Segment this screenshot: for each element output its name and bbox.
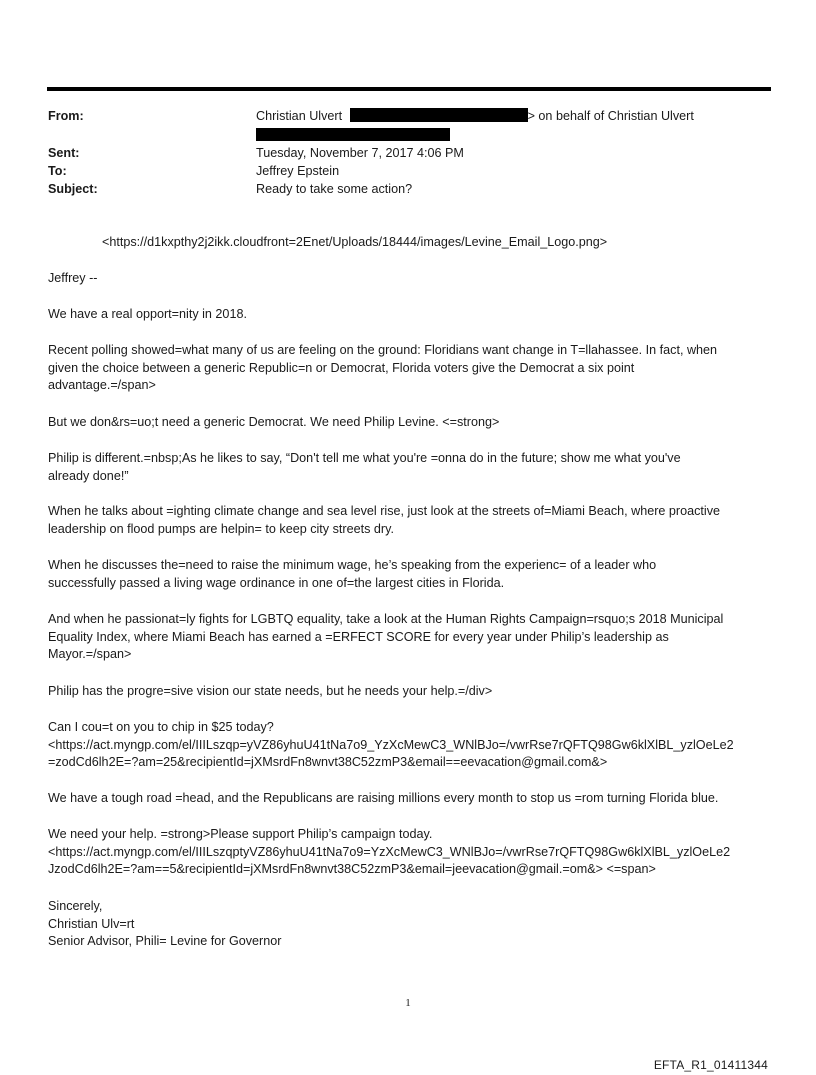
from-label: From:	[48, 109, 84, 123]
campaign-link-cont[interactable]: JzodCd6lh2E=?am==5&recipientId=jXMsrdFn8wnvt38C52zmP3&email=jeevacation@gmail.=om&> <=span>	[48, 862, 656, 876]
donate-link-25-cont[interactable]: =zodCd6lh2E=?am=25&recipientId=jXMsrdFn8wnvt38C52zmP3&email==eevacation@gmail.com&>	[48, 755, 608, 769]
text-line: Can I cou=t on you to chip in $25 today?	[48, 720, 274, 734]
from-suffix: > on behalf of Christian Ulvert	[527, 109, 694, 123]
subject-value: Ready to take some action?	[256, 182, 413, 196]
paragraph-8: Philip has the progre=sive vision our state needs, but he needs your help.=/div>	[48, 684, 493, 698]
logo-link-text: <https://d1kxpthy2j2ikk.cloudfront=2Enet/Uploads/18444/images/Levine_Email_Logo.png>	[102, 235, 608, 249]
text-line: Equality Index, where Miami Beach has earned a =ERFECT SCORE for every year under Philip’s leadership as	[48, 629, 669, 644]
paragraph-4	[48, 450, 772, 485]
page-number: 1	[405, 997, 411, 1009]
paragraph-7	[48, 611, 772, 664]
paragraph-11	[48, 826, 772, 879]
paragraph-6	[48, 557, 772, 592]
text-line: already done!”	[48, 468, 129, 483]
text-line: And when he passionat=ly fights for LGBTQ equality, take a look at the Human Rights Campaign=rsquo;s 2018 Municipal	[48, 612, 724, 626]
redaction-box	[350, 108, 528, 122]
text-line: When he discusses the=need to raise the minimum wage, he’s speaking from the experienc= of a leader who	[48, 558, 657, 572]
paragraph-5	[48, 503, 772, 538]
text-line: Mayor.=/span>	[48, 647, 132, 661]
redaction-box	[256, 128, 450, 141]
signoff-name: Christian Ulv=rt	[48, 916, 135, 931]
text-line: When he talks about =ighting climate change and sea level rise, just look at the streets of=Miami Beach, where proactive	[48, 504, 721, 518]
to-value: Jeffrey Epstein	[256, 164, 340, 178]
text-line: We need your help. =strong>Please support Philip’s campaign today.	[48, 827, 433, 841]
from-value	[256, 108, 694, 126]
paragraph-10: We have a tough road =head, and the Republicans are raising millions every month to stop us =rom turning Florida blue.	[48, 791, 719, 805]
sent-label: Sent:	[48, 146, 80, 160]
from-redacted-line	[256, 127, 450, 145]
text-line: Philip is different.=nbsp;As he likes to say, “Don't tell me what you're =onna do in the future; show me what you've	[48, 451, 681, 465]
paragraph-1: We have a real opport=nity in 2018.	[48, 307, 247, 321]
text-line: leadership on flood pumps are helpin= to keep city streets dry.	[48, 521, 394, 536]
text-line: advantage.=/span>	[48, 378, 156, 392]
text-line: successfully passed a living wage ordinance in one of=the largest cities in Florida.	[48, 575, 505, 590]
sent-value: Tuesday, November 7, 2017 4:06 PM	[256, 146, 464, 160]
to-label: To:	[48, 164, 67, 178]
header-divider	[47, 87, 771, 91]
paragraph-3: But we don&rs=uo;t need a generic Democrat. We need Philip Levine. <=strong>	[48, 415, 500, 429]
text-line: Recent polling showed=what many of us are feeling on the ground: Floridians want change in T=llahassee. In fact, when	[48, 343, 718, 357]
paragraph-2	[48, 342, 772, 395]
paragraph-9	[48, 719, 772, 772]
from-name: Christian Ulvert	[256, 109, 343, 123]
campaign-link[interactable]: <https://act.myngp.com/el/IIILszqptyVZ86yhuU41tNa7o9=YzXcMewC3_WNlBJo=/vwrRse7rQFTQ98Gw6klXlBL_yzlOeLe2	[48, 844, 731, 859]
signoff	[48, 898, 772, 951]
email-header	[48, 108, 768, 198]
signoff-closing: Sincerely,	[48, 899, 103, 913]
signoff-title: Senior Advisor, Phili= Levine for Governor	[48, 934, 282, 948]
donate-link-25[interactable]: <https://act.myngp.com/el/IIILszqp=yVZ86yhuU41tNa7o9_YzXcMewC3_WNlBJo=/vwrRse7rQFTQ98Gw6klXlBL_yzlOeLe2	[48, 737, 734, 752]
text-line: given the choice between a generic Republic=n or Democrat, Florida voters give the Democrat a six point	[48, 360, 635, 375]
subject-label: Subject:	[48, 182, 98, 196]
document-id: EFTA_R1_01411344	[653, 1058, 768, 1072]
greeting: Jeffrey --	[48, 271, 98, 285]
